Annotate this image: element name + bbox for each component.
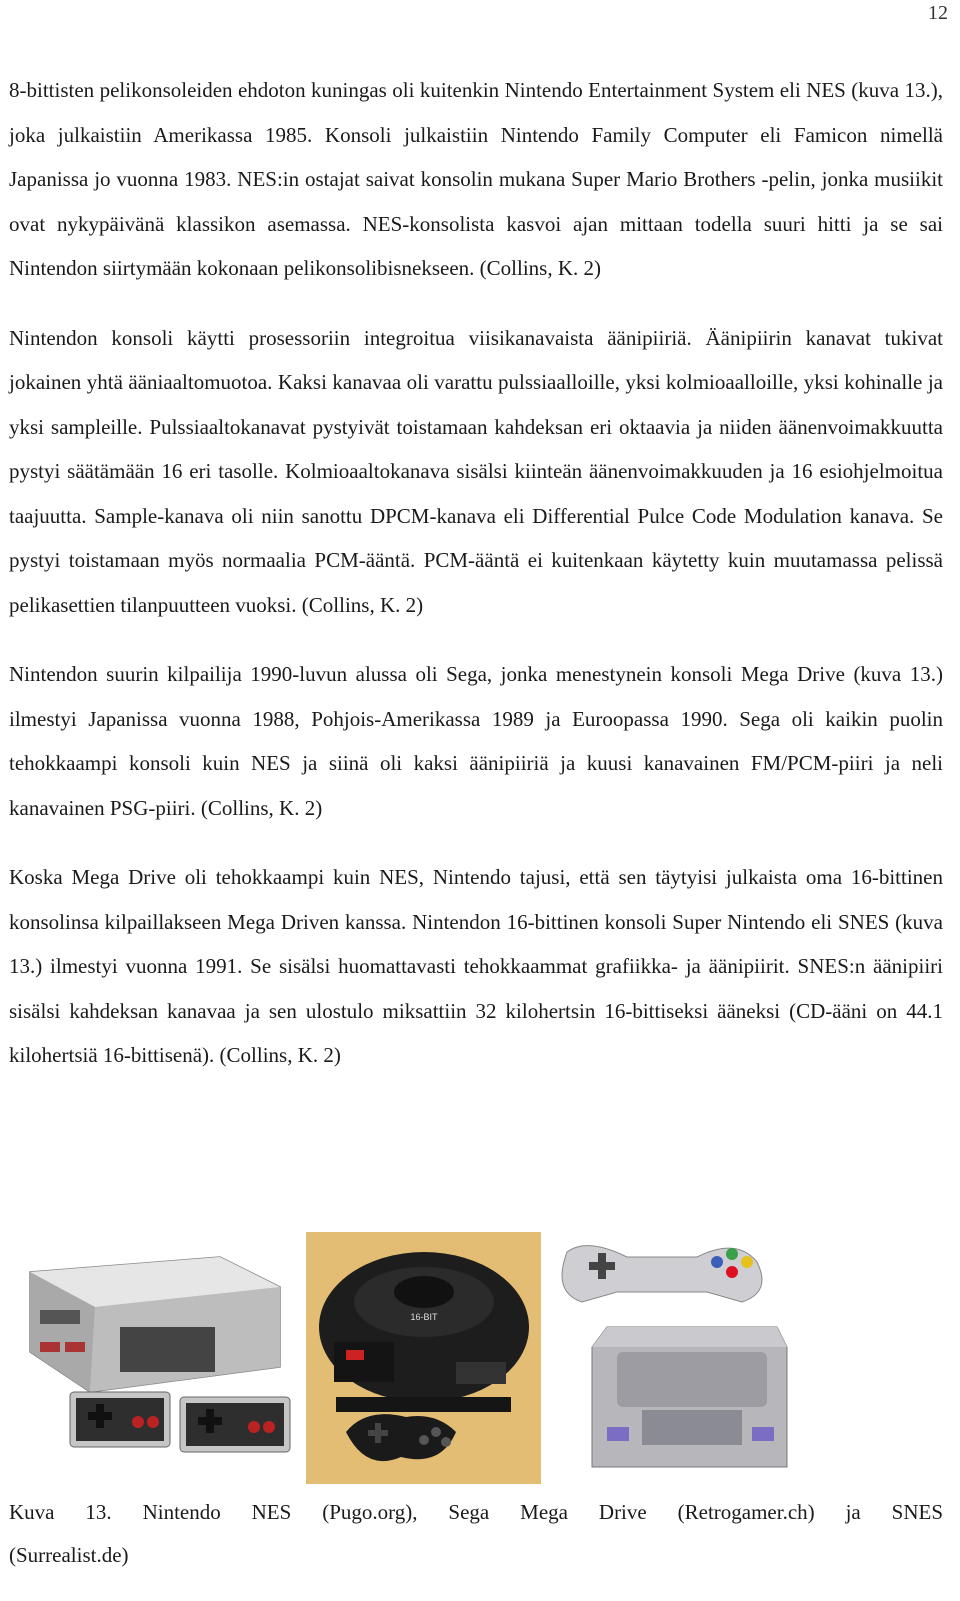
mega-drive-console-photo — [306, 1232, 541, 1484]
mega-drive-badge: 16-BIT — [410, 1312, 438, 1322]
snes-console-photo — [547, 1232, 795, 1484]
page-number: 12 — [928, 2, 948, 24]
figure-caption-line1: Kuva 13. Nintendo NES (Pugo.org), Sega Mega Drive (Retrogamer.ch) ja SNES — [9, 1500, 943, 1524]
figure-caption-line2: (Surrealist.de) — [9, 1543, 129, 1567]
paragraph-sound-chip: Nintendon konsoli käytti prosessoriin integroitua viisikanavaista äänipiiriä. Äänipiirin kanavat tukivat jokainen yhtä ääniaaltomuotoa. Kaksi kanavaa oli varattu pulssiaalloille, yksi kolmioaalloille, yksi kohinalle ja yksi sampleille. Pulssiaaltokanavat pystyivät toistamaan kahdeksan eri oktaavia ja niiden äänenvoimakkuutta pystyi säätämään 16 eri tasolle. Kolmioaaltokanava sisälsi kiinteän äänenvoimakkuuden ja 16 esiohjelmoitua taajuutta. Sample-kanava oli niin sanottu DPCM-kanava eli Differential Pulce Code Modulation kanava. Se pystyi toistamaan myös normaalia PCM-ääntä. PCM-ääntä ei kuitenkaan käytetty kuin muutamassa pelissä pelikasettien tilanpuutteen vuoksi. (Collins, K. 2) — [9, 325, 943, 617]
nes-console-photo — [10, 1232, 300, 1484]
paragraph-nes: 8-bittisten pelikonsoleiden ehdoton kuningas oli kuitenkin Nintendo Entertainment System eli NES (kuva 13.), joka julkaistiin Amerikassa 1985. Konsoli julkaistiin Nintendo Family Computer eli Famicon nimellä Japanissa jo vuonna 1983. NES:in ostajat saivat konsolin mukana Super Mario Brothers -pelin, jonka musiikit ovat nykypäivänä klassikon asemassa. NES-konsolista kasvoi ajan mittaan todella suuri hitti ja se sai Nintendon siirtymään kokonaan pelikonsolibisnekseen. (Collins, K. 2) — [9, 78, 943, 280]
document-body — [9, 68, 943, 1103]
paragraph-snes: Koska Mega Drive oli tehokkaampi kuin NES, Nintendo tajusi, että sen täytyisi julkaista oma 16-bittinen konsolinsa kilpaillakseen Mega Driven kanssa. Nintendon 16-bittinen konsoli Super Nintendo eli SNES (kuva 13.) ilmestyi vuonna 1991. Se sisälsi huomattavasti tehokkaammat grafiikka- ja äänipiirit. SNES:n äänipiiri sisälsi kahdeksan kanavaa ja sen ulostulo miksattiin 32 kilohertsin 16-bittiseksi ääneksi (CD-ääni on 44.1 kilohertsiä 16-bittisenä). (Collins, K. 2) — [9, 865, 943, 1067]
paragraph-sega: Nintendon suurin kilpailija 1990-luvun alussa oli Sega, jonka menestynein konsoli Mega Drive (kuva 13.) ilmestyi Japanissa vuonna 1988, Pohjois-Amerikassa 1989 ja Euroopassa 1990. Sega oli kaikin puolin tehokkaampi konsoli kuin NES ja siinä oli kaksi äänipiiriä ja kuusi kanavainen FM/PCM-piiri ja neli kanavainen PSG-piiri. (Collins, K. 2) — [9, 662, 943, 820]
figure-consoles — [10, 1232, 795, 1484]
